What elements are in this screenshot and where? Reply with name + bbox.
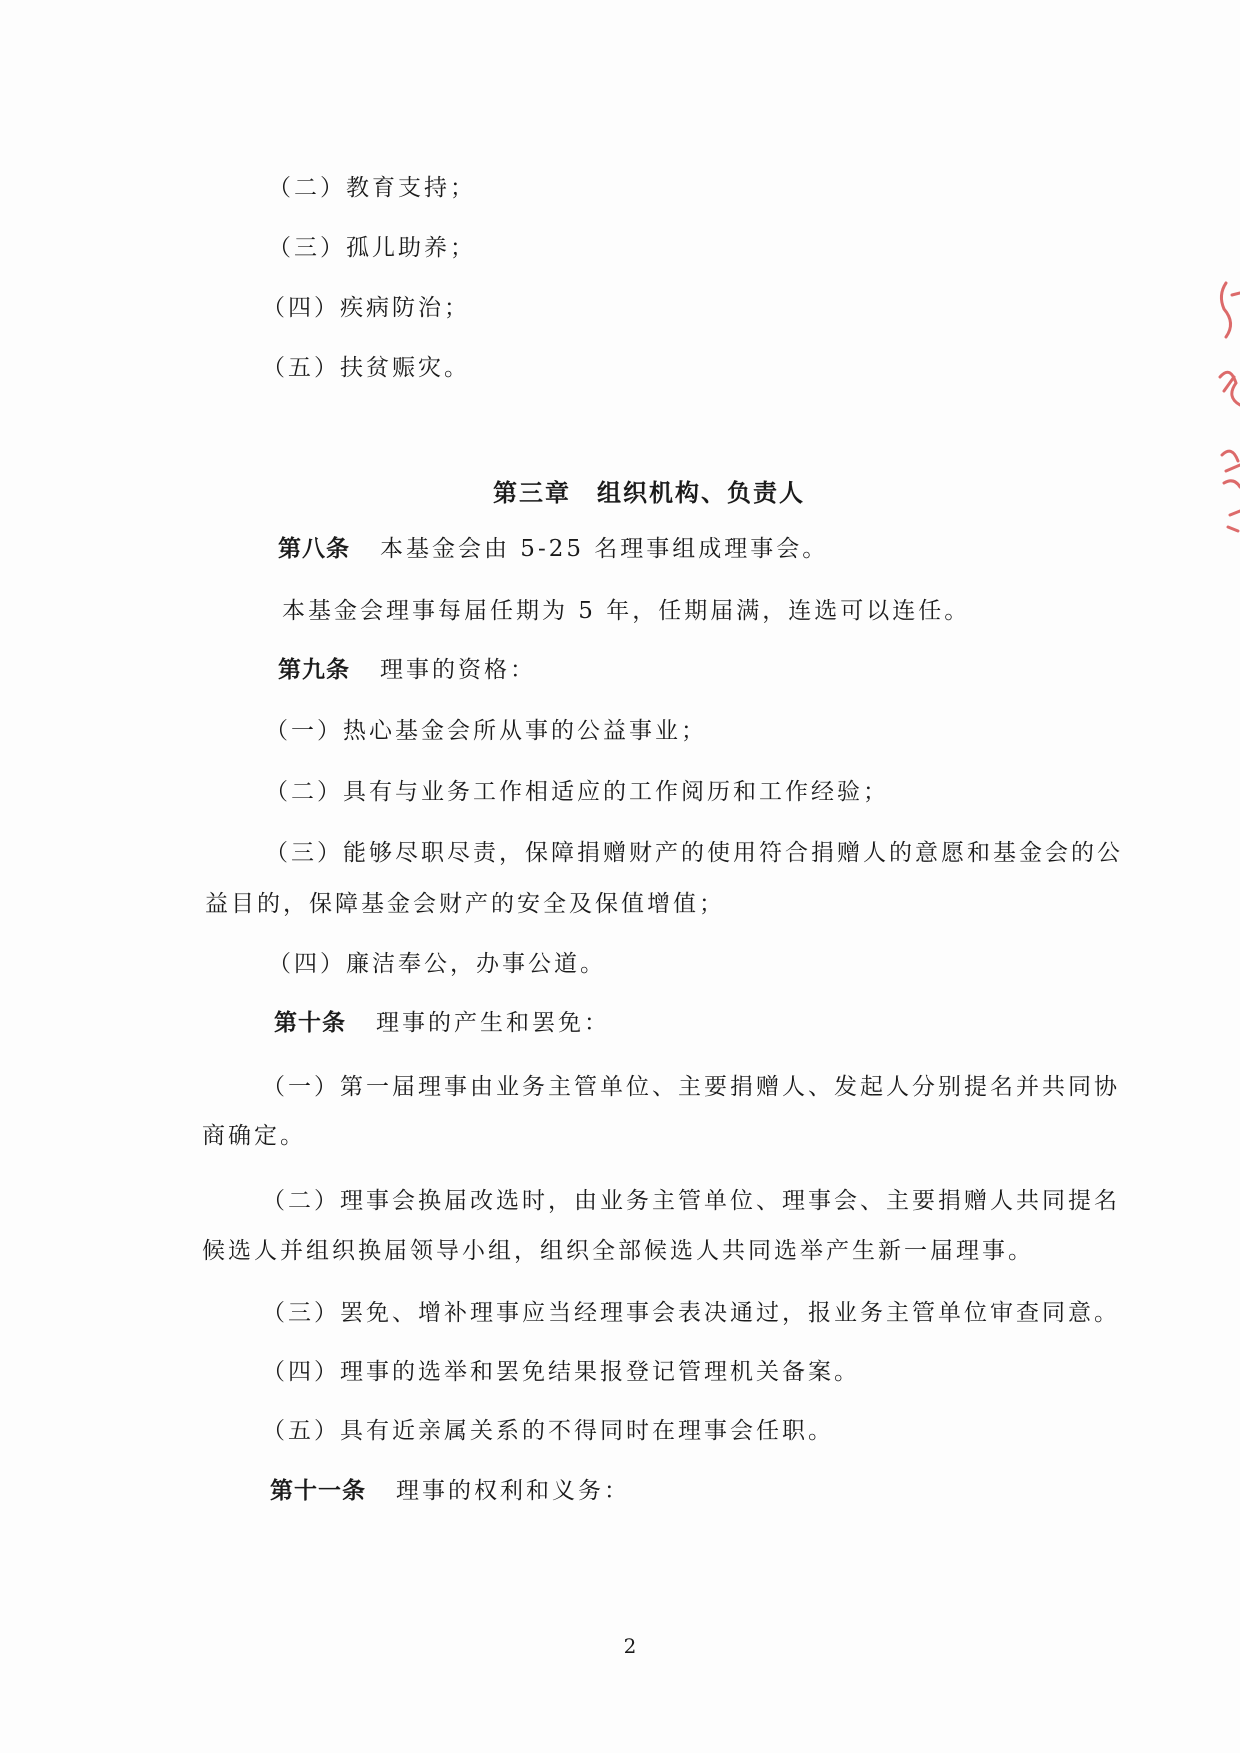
article-9: [278, 655, 536, 685]
list-item: （四）疾病防治；: [262, 295, 470, 321]
article-label: 第十条: [274, 1010, 346, 1036]
chapter-title: 第三章 组织机构、负责人: [493, 479, 805, 507]
list-item: （四）理事的选举和罢免结果报登记管理机关备案。: [262, 1359, 860, 1385]
list-item: （一）热心基金会所从事的公益事业；: [265, 718, 707, 744]
article-text: 本基金会由 5-25 名理事组成理事会。: [380, 536, 829, 562]
list-item: （五）扶贫赈灾。: [262, 355, 470, 381]
list-item: （一）第一届理事由业务主管单位、主要捐赠人、发起人分别提名并共同协: [262, 1074, 1120, 1100]
article-11: [270, 1476, 630, 1506]
list-item: （二）理事会换届改选时，由业务主管单位、理事会、主要捐赠人共同提名: [262, 1188, 1120, 1214]
list-item: （三）罢免、增补理事应当经理事会表决通过，报业务主管单位审查同意。: [262, 1300, 1120, 1326]
seal-stamp-edge-icon: [1196, 265, 1240, 545]
list-item: （二）具有与业务工作相适应的工作阅历和工作经验；: [265, 779, 889, 805]
article-text: 理事的权利和义务：: [396, 1478, 630, 1504]
article-label: 第八条: [278, 536, 350, 562]
paragraph: 本基金会理事每届任期为 5 年，任期届满，连选可以连任。: [282, 598, 971, 624]
list-item: （二）教育支持；: [268, 175, 476, 201]
list-item: （五）具有近亲属关系的不得同时在理事会任职。: [262, 1418, 834, 1444]
page-number: 2: [623, 1634, 637, 1658]
article-text: 理事的资格：: [380, 657, 536, 683]
article-text: 理事的产生和罢免：: [376, 1010, 610, 1036]
list-item: 商确定。: [202, 1123, 306, 1149]
list-item: 候选人并组织换届领导小组，组织全部候选人共同选举产生新一届理事。: [202, 1238, 1034, 1264]
list-item: （三）孤儿助养；: [268, 235, 476, 261]
list-item: 益目的，保障基金会财产的安全及保值增值；: [205, 891, 725, 917]
list-item: （三）能够尽职尽责，保障捐赠财产的使用符合捐赠人的意愿和基金会的公: [265, 840, 1123, 866]
article-10: [274, 1008, 610, 1038]
article-label: 第九条: [278, 657, 350, 683]
article-label: 第十一条: [270, 1478, 366, 1504]
article-8: [278, 534, 828, 564]
list-item: （四）廉洁奉公，办事公道。: [268, 951, 606, 977]
